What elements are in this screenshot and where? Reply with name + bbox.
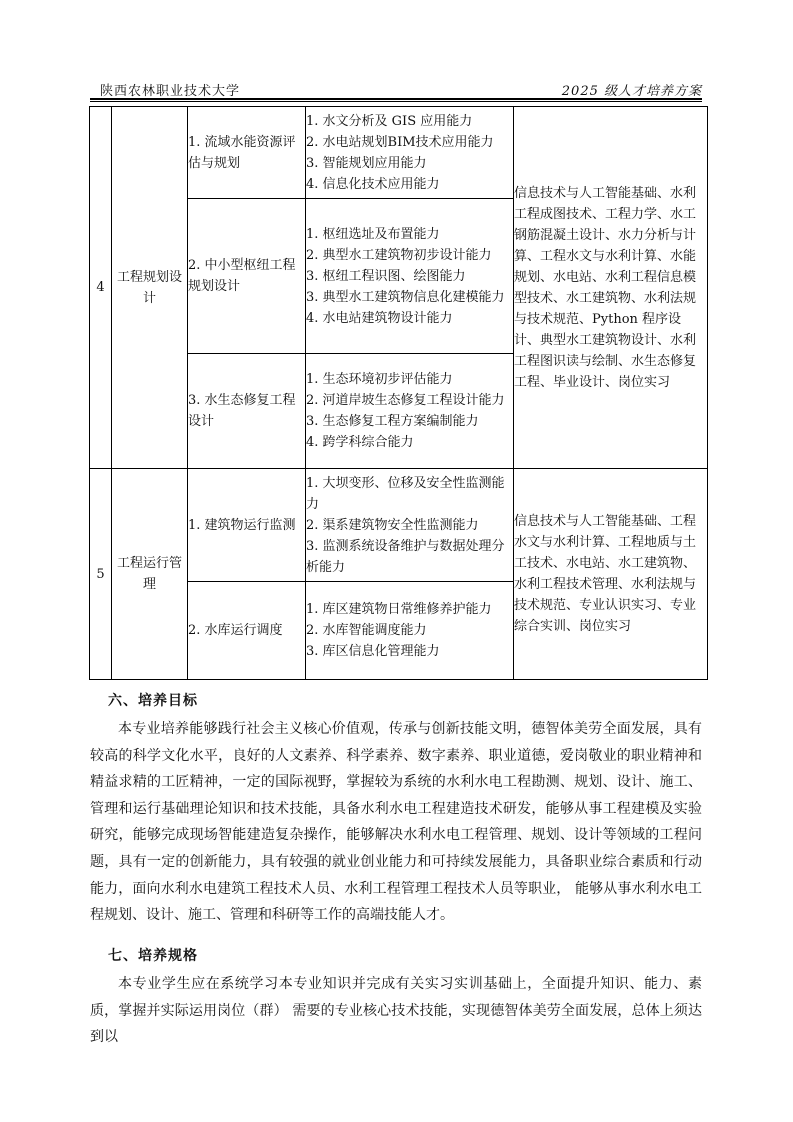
ability-list [306, 107, 514, 199]
section-title-training-goals: 六、培养目标 [108, 693, 198, 709]
ability-item: 3. 典型水工建筑物信息化建模能力 [306, 289, 505, 305]
typical-task: 1. 建筑物运行监测 [188, 469, 306, 582]
ability-item: 3. 监测系统设备维护与数据处理分析能力 [306, 538, 505, 575]
ability-item: 2. 渠系建筑物安全性监测能力 [306, 517, 479, 533]
ability-item: 2. 水库智能调度能力 [306, 623, 427, 638]
training-specs-paragraph: 本专业学生应在系统学习本专业知识并完成有关实习实训基础上，全面提升知识、能力、素质，掌握并实际运用岗位（群） 需要的专业核心技术技能，实现德智体美劳全面发展，总体上须达到以 [90, 976, 702, 1046]
course-list: 信息技术与人工智能基础、工程水文与水利计算、工程地质与土工技术、水电站、水工建筑物、水利工程技术管理、水利法规与技术规范、专业认识实习、专业综合实训、岗位实习 [514, 469, 708, 680]
work-area: 工程运行管理 [112, 469, 188, 680]
ability-list [306, 469, 514, 582]
ability-item: 4. 信息化技术应用能力 [306, 176, 440, 192]
ability-item: 4. 水电站建筑物设计能力 [306, 310, 453, 326]
table-row [90, 107, 708, 199]
ability-list [306, 354, 514, 469]
work-area: 工程规划设计 [112, 107, 188, 469]
row-number: 4 [90, 107, 112, 469]
page-header [90, 78, 702, 98]
header-plan-title: 2025 级人才培养方案 [561, 84, 702, 99]
ability-list [306, 199, 514, 354]
header-rule-thin [90, 101, 702, 102]
ability-item: 2. 典型水工建筑物初步设计能力 [306, 247, 492, 263]
ability-list [306, 582, 514, 680]
typical-task: 2. 水库运行调度 [188, 582, 306, 680]
ability-item: 3. 智能规划应用能力 [306, 155, 427, 171]
ability-item: 1. 枢纽选址及布置能力 [306, 226, 440, 242]
ability-item: 1. 生态环境初步评估能力 [306, 372, 453, 387]
ability-item: 2. 水电站规划BIM技术应用能力 [306, 134, 494, 150]
ability-item: 3. 生态修复工程方案编制能力 [306, 414, 479, 429]
ability-item: 4. 跨学科综合能力 [306, 435, 414, 450]
ability-item: 1. 库区建筑物日常维修养护能力 [306, 602, 492, 617]
training-goals-paragraph: 本专业培养能够践行社会主义核心价值观，传承与创新技能文明，德智体美劳全面发展，具有较高的科学文化水平，良好的人文素养、科学素养、数字素养、职业道德，爱岗敬业的职业精神和精益求精的工匠精神，一定的国际视野，掌握较为系统的水利水电工程勘测、规划、设计、施工、管理和运行基础理论知识和技术技能，具备水利水电工程建造技术研发，能够从事工程建模及实验研究，能够完成现场智能建造复杂操作，能够解决水利水电工程管理、规划、设计等领域的工程问题，具有一定的创新能力，具有较强的就业创业能力和可持续发展能力，具备职业综合素质和行动能力，面向水利水电建筑工程技术人员、水利工程管理工程技术人员等职业， 能够从事水利水电工程规划、设计、施工、管理和科研等工作的高端技能人才。 [90, 721, 702, 924]
ability-item: 3. 库区信息化管理能力 [306, 644, 440, 659]
section-title-training-specs: 七、培养规格 [108, 948, 198, 964]
ability-course-table [89, 106, 708, 680]
course-list: 信息技术与人工智能基础、水利工程成图技术、工程力学、水工钢筋混凝土设计、水力分析与计算、工程水文与水利计算、水能规划、水电站、水利工程信息模型技术、水工建筑物、水利法规与技术规范、Python 程序设计、典型水工建筑物设计、水利工程图识读与绘制、水生态修复工程、毕业设计、岗位实习 [514, 107, 708, 469]
ability-item: 3. 枢纽工程识图、绘图能力 [306, 268, 466, 284]
ability-item: 1. 大坝变形、位移及安全性监测能力 [306, 475, 505, 512]
typical-task: 2. 中小型枢纽工程规划设计 [188, 199, 306, 354]
ability-item: 1. 水文分析及 GIS 应用能力 [306, 113, 473, 129]
ability-item: 2. 河道岸坡生态修复工程设计能力 [306, 393, 505, 408]
typical-task: 1. 流域水能资源评估与规划 [188, 107, 306, 199]
typical-task: 3. 水生态修复工程设计 [188, 354, 306, 469]
row-number: 5 [90, 469, 112, 680]
header-rule [90, 98, 702, 100]
table-row [90, 469, 708, 582]
header-school-name: 陕西农林职业技术大学 [100, 84, 241, 99]
